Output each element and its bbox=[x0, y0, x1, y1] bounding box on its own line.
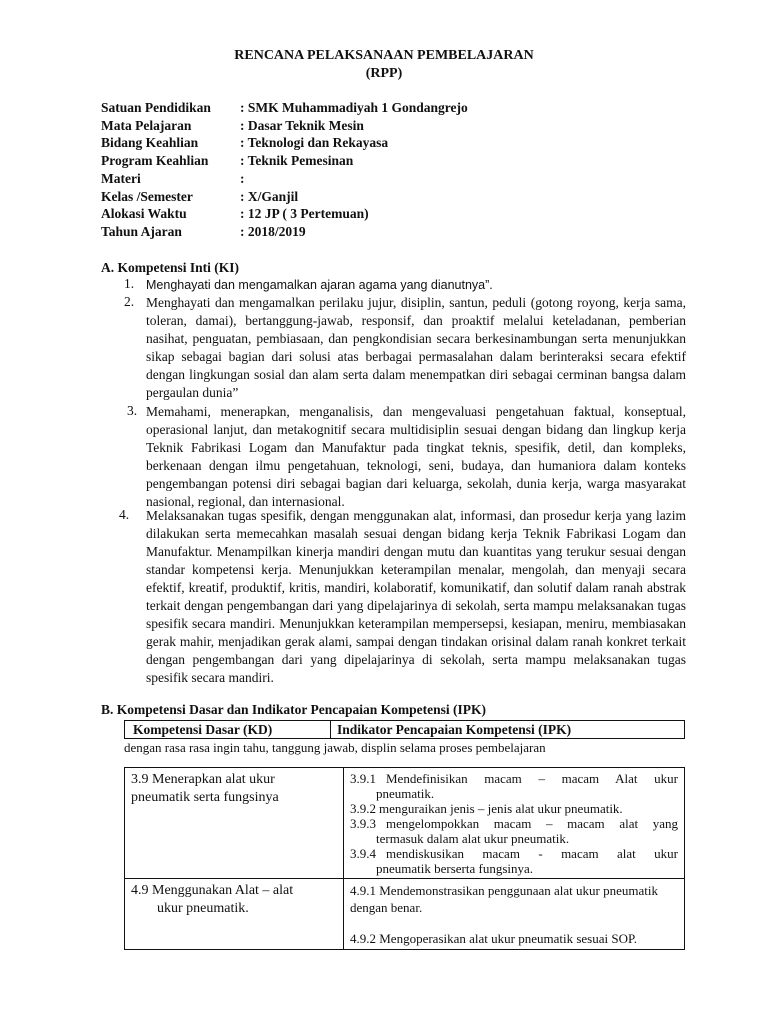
identity-value-bidang-keahlian: : Teknologi dan Rekayasa bbox=[240, 135, 389, 150]
identity-label-alokasi-waktu: Alokasi Waktu bbox=[101, 206, 187, 221]
ipk-item bbox=[350, 801, 678, 816]
ipk-number: 3.9.3 bbox=[350, 816, 376, 831]
table-row bbox=[125, 879, 685, 950]
ipk-item bbox=[350, 771, 678, 786]
identity-value-kelas-semester: : X/Ganjil bbox=[240, 189, 299, 204]
attitude-note: dengan rasa rasa ingin tahu, tanggung jawab, displin selama proses pembelajaran bbox=[124, 740, 546, 755]
kd-ipk-table bbox=[124, 767, 685, 950]
table-row bbox=[125, 768, 685, 879]
kd-cell bbox=[125, 879, 344, 950]
kd-4-9-line1: 4.9 Menggunakan Alat – alat bbox=[131, 883, 294, 898]
identity-label-bidang-keahlian: Bidang Keahlian bbox=[101, 135, 199, 150]
header-ipk: Indikator Pencapaian Kompetensi (IPK) bbox=[337, 722, 572, 737]
ipk-text-cont: termasuk dalam alat ukur pneumatik. bbox=[376, 831, 570, 846]
ipk-text-cont: pneumatik. bbox=[376, 786, 435, 801]
kd-ipk-header-table bbox=[124, 720, 685, 739]
ipk-cell bbox=[344, 879, 685, 950]
ipk-4-9-1-line1: 4.9.1 Mendemonstrasikan penggunaan alat ukur pneumatik bbox=[350, 883, 658, 898]
ki-item-3-text: Memahami, menerapkan, menganalisis, dan mengevaluasi pengetahuan faktual, konseptual, operasional lanjut, dan metakognitif secara multidisiplin sesuai dengan bidang dan lingkup kerja Teknik Fabrikasi Logam dan Manufaktur pada tingkat teknis, spesifik, detil, dan kompleks, berkenaan dengan ilmu pengetahuan, teknologi, seni, budaya, dan humaniora dalam konteks pengembangan potensi diri sebagai bagian dari keluarga, sekolah, dunia kerja, warga masyarakat nasional, regional, dan internasional. bbox=[146, 404, 686, 509]
ipk-cell bbox=[344, 768, 685, 879]
identity-label-satuan-pendidikan: Satuan Pendidikan bbox=[101, 100, 211, 115]
ipk-text-cont: pneumatik berserta fungsinya. bbox=[376, 861, 534, 876]
identity-value-materi: : bbox=[240, 171, 245, 186]
document-title: RENCANA PELAKSANAAN PEMBELAJARAN bbox=[234, 48, 534, 63]
kd-3-9-line2: pneumatik serta fungsinya bbox=[131, 790, 279, 805]
ipk-number: 3.9.1 bbox=[350, 771, 376, 786]
section-b-heading: B. Kompetensi Dasar dan Indikator Pencapaian Kompetensi (IPK) bbox=[101, 702, 487, 717]
ki-item-4-number: 4. bbox=[119, 507, 130, 522]
ipk-number: 3.9.4 bbox=[350, 846, 376, 861]
ki-item-4-text: Melaksanakan tugas spesifik, dengan menggunakan alat, informasi, dan prosedur kerja yang lazim dilakukan serta memecahkan masalah sesuai dengan bidang kerja Teknik Fabrikasi Logam dan Manufaktur. Menampilkan kinerja mandiri dengan mutu dan kuantitas yang terukur sesuai dengan standar kompetensi kerja. Menunjukkan keterampilan menalar, mengolah, dan menyaji secara efektif, kreatif, produktif, kritis, mandiri, kolaboratif, komunikatif, dan solutif dalam ranah abstrak terkait dengan pengembangan dari yang dipelajarinya di sekolah, serta mampu melaksanakan tugas spesifik secara mandiri. Menunjukkan keterampilan mempersepsi, kesiapan, meniru, membiasakan gerak mahir, menjadikan gerak alami, sampai dengan tindakan orisinal dalam ranah konkret terkait dengan pengembangan dari yang dipelajarinya di sekolah, serta mampu melaksanakan tugas spesifik secara mandiri. bbox=[146, 508, 686, 685]
ipk-item bbox=[350, 816, 678, 831]
ipk-number: 3.9.2 bbox=[350, 801, 376, 816]
identity-label-tahun-ajaran: Tahun Ajaran bbox=[101, 224, 182, 239]
ki-item-3-number: 3. bbox=[127, 403, 138, 418]
header-kd: Kompetensi Dasar (KD) bbox=[125, 721, 331, 738]
identity-value-tahun-ajaran: : 2018/2019 bbox=[240, 224, 306, 239]
ipk-text: mendiskusikan macam - macam alat ukur bbox=[386, 846, 678, 861]
identity-label-kelas-semester: Kelas /Semester bbox=[101, 189, 193, 204]
kd-3-9-line1: 3.9 Menerapkan alat ukur bbox=[131, 772, 275, 787]
ki-item-1-text: Menghayati dan mengamalkan ajaran agama yang dianutnya”. bbox=[146, 278, 493, 292]
ipk-item bbox=[350, 846, 678, 861]
ipk-text: menguraikan jenis – jenis alat ukur pneumatik. bbox=[379, 801, 623, 816]
kd-4-9-line2: ukur pneumatik. bbox=[157, 901, 249, 916]
ki-item-1-number: 1. bbox=[124, 276, 135, 291]
ipk-4-9-2: 4.9.2 Mengoperasikan alat ukur pneumatik sesuai SOP. bbox=[350, 931, 638, 946]
identity-label-mata-pelajaran: Mata Pelajaran bbox=[101, 118, 192, 133]
document-subtitle: (RPP) bbox=[365, 66, 403, 81]
section-a-heading: A. Kompetensi Inti (KI) bbox=[101, 260, 239, 275]
identity-value-program-keahlian: : Teknik Pemesinan bbox=[240, 153, 354, 168]
ipk-4-9-1-line2: dengan benar. bbox=[350, 900, 423, 915]
identity-label-program-keahlian: Program Keahlian bbox=[101, 153, 209, 168]
identity-value-mata-pelajaran: : Dasar Teknik Mesin bbox=[240, 118, 364, 133]
ki-item-2-number: 2. bbox=[124, 294, 135, 309]
identity-label-materi: Materi bbox=[101, 171, 141, 186]
ki-item-2-text: Menghayati dan mengamalkan perilaku jujur, disiplin, santun, peduli (gotong royong, kerja sama, toleran, damai), bertanggung-jawab, responsif, dan proaktif melalui keteladanan, pemberian nasihat, penguatan, pembiasaan, dan pengkondisian secara berkesinambungan serta menunjukkan sikap sebagai bagian dari solusi atas berbagai permasalahan dalam berinteraksi secara efektif dengan lingkungan sosial dan alam serta dalam menempatkan diri sebagai cerminan bangsa dalam pergaulan dunia” bbox=[146, 295, 686, 400]
ipk-text: mengelompokkan macam – macam alat yang bbox=[386, 816, 678, 831]
identity-value-alokasi-waktu: : 12 JP ( 3 Pertemuan) bbox=[240, 206, 369, 221]
kd-cell bbox=[125, 768, 344, 879]
ipk-text: Mendefinisikan macam – macam Alat ukur bbox=[386, 771, 678, 786]
identity-value-satuan-pendidikan: : SMK Muhammadiyah 1 Gondangrejo bbox=[240, 100, 468, 115]
